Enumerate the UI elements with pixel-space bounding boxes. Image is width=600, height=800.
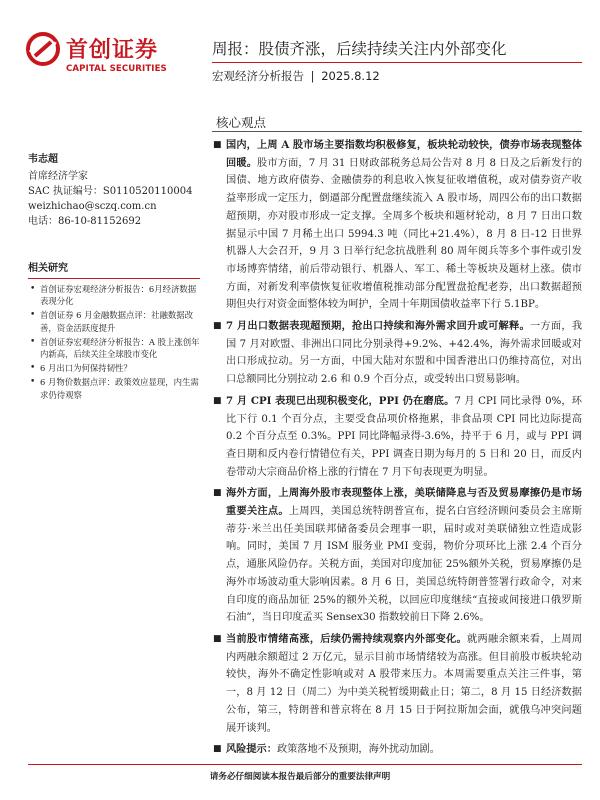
- paragraph-text: 7 月 CPI 同比录得 0%，环比下行 0.1 个百分点，主要受食品项价格拖累，非食品项 CPI 同比边际提高 0.2 个百分点至 0.3%。PPI 同比降幅录得-3.6%，持平于 6 月，或与 PPI 调查日期和反内卷行情错位有关，PPI 调查日期为每月的 5 日和 20 日，而反内卷带动大宗商品价格上涨的行情在 7 月下旬表现更为明显。: [226, 395, 582, 478]
- paragraph-risk: [212, 741, 582, 759]
- paragraph-text: 政策落地不及预期，海外扰动加剧。: [276, 744, 440, 756]
- paragraph-exports: [212, 318, 582, 389]
- brand-logo: [26, 28, 204, 84]
- logo-emblem-icon: [26, 32, 60, 66]
- paragraph-text: 一方面，我国 7 月对欧盟、非洲出口同比分别录得+9.2%、+42.4%，海外需求回暖或对出口形成拉动。另一方面，中国大陆对东盟和中国香港出口仍维持高位，对出口总额同比分别拉动 2.6 和 0.9 个百分点，或受转出口贸易影响。: [226, 321, 583, 386]
- related-research-title: 相关研究: [28, 263, 68, 274]
- sidebar: [28, 152, 200, 403]
- paragraph-outlook: [212, 631, 582, 737]
- logo-text-cn: 首创证券: [66, 38, 159, 63]
- paragraph-lead: 海外方面，上周海外股市表现整体上涨，美联储降息与否及贸易摩擦仍是市场重要关注点。: [226, 487, 582, 518]
- related-research-list: [28, 283, 200, 401]
- section-divider: [212, 131, 582, 132]
- author-block: [28, 152, 200, 229]
- paragraph-lead: 7 月出口数据表现超预期，抢出口持续和海外需求回升或可解释。: [226, 320, 530, 333]
- logo-text-en: CAPITAL SECURITIES: [66, 64, 167, 74]
- header-divider: [212, 62, 582, 63]
- paragraph-text: 就两融余额来看，上周周内两融余额超过 2 万亿元，显示目前市场情绪较为高涨。但目前股市板块轮动较快，海外不确定性影响或对 A 股带来压力。本周需要重点关注三件事，第一，8 月 12 日（周二）为中美关税暂缓期截止日；第二，8 月 15 日经济数据公布，第三，特朗普和普京将在 8 月 15 日于阿拉斯加会面，就俄乌冲突问题展开谈判。: [226, 633, 583, 734]
- related-item[interactable]: • 6 月出口为何保持韧性？: [28, 362, 200, 374]
- paragraph-overseas: [212, 485, 582, 627]
- report-type: 宏观经济分析报告: [212, 69, 304, 83]
- report-date: 2025.8.12: [321, 69, 380, 83]
- author-email[interactable]: weizhichao@sczq.com.cn: [28, 201, 157, 212]
- author-license: SAC 执证编号：S0110520110004: [28, 186, 193, 197]
- square-bullet-icon: ■: [213, 633, 222, 644]
- paragraph-lead: 风险提示：: [226, 743, 277, 756]
- related-item[interactable]: • 首创证券 6 月金融数据点评：社融数据改善，资金活跃度提升: [28, 309, 200, 333]
- square-bullet-icon: ■: [213, 488, 222, 499]
- core-views-body: [212, 137, 582, 763]
- paragraph-text: 股市方面，7 月 31 日财政部税务总局公告对 8 月 8 日及之后新发行的国债、地方政府债券、金融债券的利息收入恢复征收增值税，或对债券资产收益率形成一定压力，倒逼部分配置盘继续流入 A 股市场，周四公布的出口数据超预期，亦对股市形成一定支撑。全周多个板块和题材轮动，8 月 7 日出口数据显示中国 7 月稀土出口 5994.3 吨（同比+21.4%），8 月 8 日-12 日世界机器人大会召开，9 月 3 日举行纪念抗战胜利 80 周年阅兵等多个事件或引发市场博弈情绪，前后带动银行、机器人、军工、稀土等板块及题材上涨。债市方面，对新发利率债恢复征收增值税推动部分配置盘抢配老券，出口数据超预期但央行对资金面整体较为呵护，全周十年期国债收益率下行 5.1BP。: [226, 157, 583, 311]
- square-bullet-icon: ■: [213, 140, 222, 150]
- paragraph-lead: 国内，上周 A 股市场主要指数均积极修复，板块轮动较快，债券市场表现整体回暖。: [226, 139, 582, 169]
- paragraph-cpi-ppi: [212, 393, 582, 482]
- author-phone: 电话：86-10-81152692: [28, 216, 142, 227]
- report-meta: [212, 68, 380, 84]
- author-position: 首席经济学家: [28, 171, 88, 182]
- square-bullet-icon: ■: [213, 395, 222, 406]
- related-item[interactable]: • 首创证券宏观经济分析报告：A 股上涨创年内新高，后续关注全球股市变化: [28, 336, 200, 360]
- related-item[interactable]: • 首创证券宏观经济分析报告：6月经济数据表现分化: [28, 283, 200, 307]
- footer-disclaimer: 请务必仔细阅读本报告最后部分的重要法律声明: [209, 772, 391, 782]
- section-title-core-views: 核心观点: [216, 115, 267, 130]
- related-item[interactable]: • 6 月物价数据点评：政策效应显现，内生需求仍待观察: [28, 376, 200, 400]
- author-name: 韦志超: [28, 154, 58, 165]
- paragraph-domestic: [212, 137, 582, 314]
- square-bullet-icon: ■: [213, 321, 222, 332]
- related-divider: [28, 278, 200, 279]
- paragraph-text: 上周四，美国总统特朗普宣布，提名白宫经济顾问委员会主席斯蒂芬·米兰出任美国联邦储备委员会理事一职，届时或对美联储独立性造成影响。同时，美国 7 月 ISM 服务业 PMI 变弱，物价分项环比上涨 2.4 个百分点，通胀风险仍存。关税方面，美国对印度加征 25%额外关税，贸易摩擦仍是海外市场波动重大影响因素。8 月 6 日，美国总统特朗普签署行政命令，对来自印度的商品加征 25%的额外关税，以回应印度继续“直接或间接进口俄罗斯石油”，当日印度孟买 Sensex30 指数较前日下降 2.6%。: [226, 506, 582, 624]
- square-bullet-icon: ■: [213, 744, 222, 755]
- footer-divider: [28, 764, 582, 765]
- report-title: 周报：股债齐涨，后续持续关注内外部变化: [212, 40, 507, 58]
- meta-separator: |: [310, 69, 315, 83]
- paragraph-lead: 当前股市情绪高涨，后续仍需持续观察内外部变化。: [226, 632, 468, 645]
- paragraph-lead: 7 月 CPI 表现已出现积极变化，PPI 仍在磨底。: [226, 394, 455, 407]
